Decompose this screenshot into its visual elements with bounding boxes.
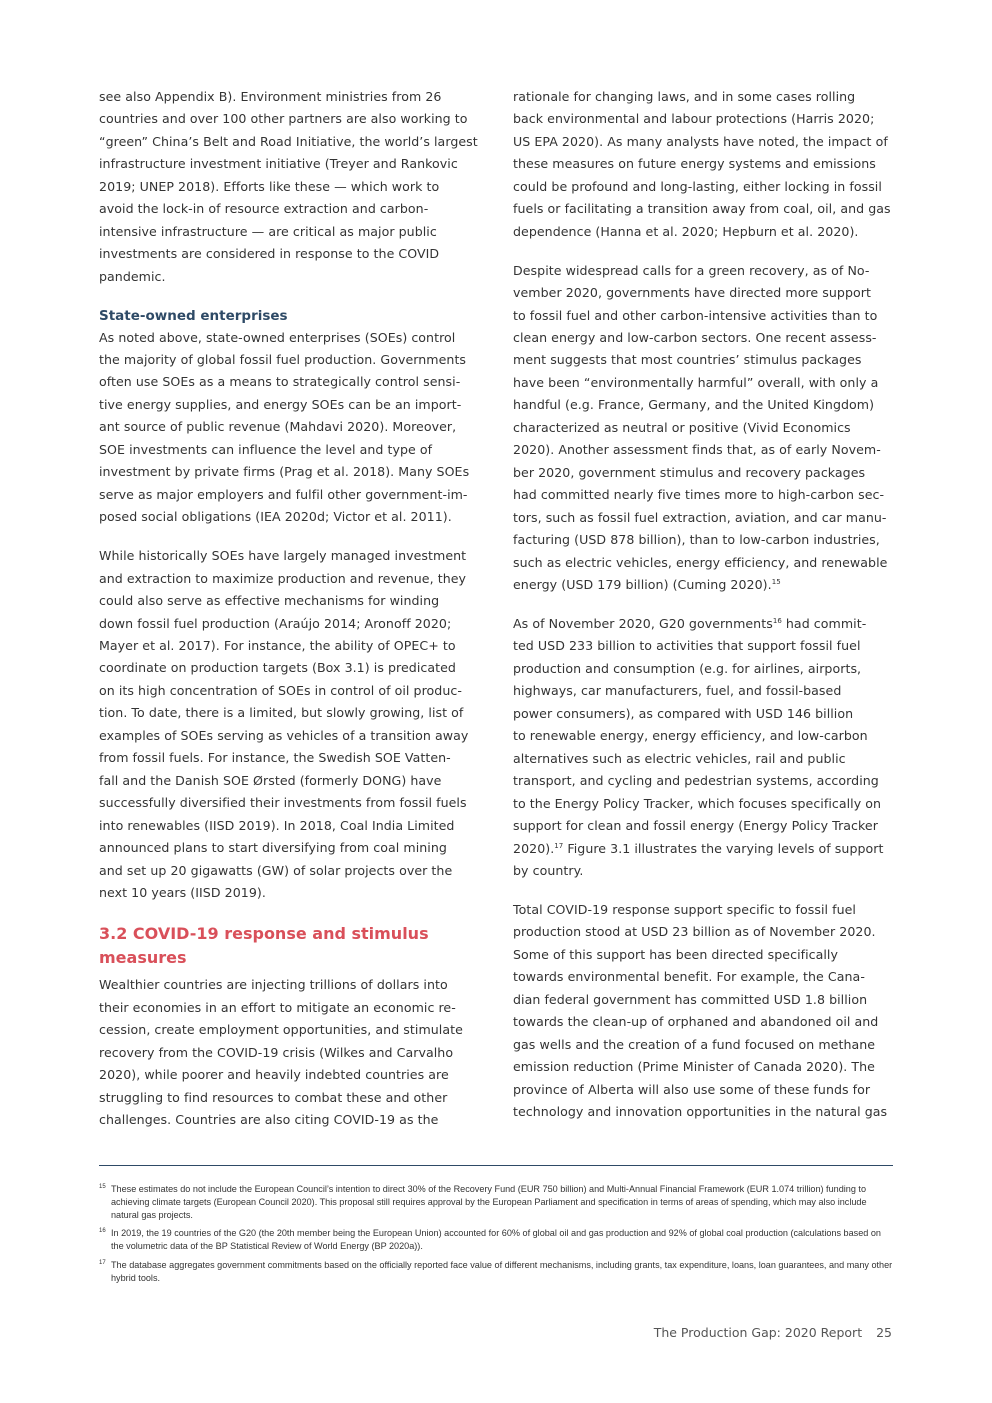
text: technology and innovation opportunities in the natural gas <box>513 1103 888 1119</box>
text: infrastructure investment initiative (Treyer and Rankovic <box>99 156 458 172</box>
text-line <box>513 1101 898 1123</box>
text-line <box>513 260 898 282</box>
text: rationale for changing laws, and in some cases rolling <box>513 89 856 104</box>
paragraph <box>513 260 898 597</box>
line <box>513 613 898 635</box>
text-line <box>513 703 898 725</box>
text-line <box>513 552 898 574</box>
text-line <box>99 371 484 393</box>
text-line <box>513 989 898 1011</box>
report-title: The Production Gap: 2020 Report <box>653 1325 863 1340</box>
text-line <box>99 198 484 220</box>
text: the majority of global fossil fuel production. Governments <box>99 352 467 368</box>
footnote-number: 16 <box>99 1228 106 1235</box>
paragraph <box>99 86 484 288</box>
text-line <box>99 1087 484 1109</box>
text: alternatives such as electric vehicles, rail and public <box>513 750 846 766</box>
text-line <box>513 921 898 943</box>
paragraph <box>99 545 484 904</box>
text: next 10 years (IISD 2019). <box>99 884 266 900</box>
text-line <box>513 635 898 657</box>
text-line <box>513 221 898 243</box>
right-column <box>513 86 898 1140</box>
text-line <box>99 327 484 349</box>
text: posed social obligations (IEA 2020d; Victor et al. 2011). <box>99 509 452 525</box>
text-line <box>99 770 484 792</box>
text-line <box>99 635 484 657</box>
text-line <box>513 725 898 747</box>
text: 2020). Another assessment finds that, as of early Novem- <box>513 442 881 458</box>
text: characterized as neutral or positive (Vivid Economics <box>513 419 851 435</box>
footnote-number: 15 <box>99 1184 106 1190</box>
paragraph <box>513 86 898 243</box>
text: on its high concentration of SOEs in control of oil produc- <box>99 682 462 698</box>
text: province of Alberta will also use some of these funds for <box>513 1081 871 1097</box>
text: had commit- <box>781 615 867 631</box>
text: back environmental and labour protections (Harris 2020; <box>513 111 875 127</box>
text-line <box>99 974 484 996</box>
footnote-divider <box>99 1165 893 1166</box>
text-line <box>513 1011 898 1033</box>
text-line <box>513 372 898 394</box>
text: investment by private firms (Prag et al. 2018). Many SOEs <box>99 464 470 480</box>
text: Despite widespread calls for a green recovery, as of No- <box>513 262 870 278</box>
text: handful (e.g. France, Germany, and the United Kingdom) <box>513 397 875 413</box>
text: could be profound and long-lasting, either locking in fossil <box>513 178 882 194</box>
text: investments are considered in response to the COVID <box>99 246 440 262</box>
footnote-text: In 2019, the 19 countries of the G20 (the 20th member being the European Union) accounted for 60% of global oil and gas production and 92% of global coal production (calculations based on the volumetric data of the BP Statistical Review of World Energy (BP 2020a)). <box>111 1228 881 1252</box>
text: intensive infrastructure — are critical as major public <box>99 223 437 239</box>
text-line <box>99 590 484 612</box>
text: power consumers), as compared with USD 146 billion <box>513 705 854 721</box>
footnote-ref[interactable]: 15 <box>771 577 781 586</box>
text: to renewable energy, energy efficiency, and low-carbon <box>513 728 868 744</box>
text: often use SOEs as a means to strategically control sensi- <box>99 374 461 390</box>
text-line <box>513 507 898 529</box>
paragraph <box>99 974 484 1131</box>
text: highways, car manufacturers, fuel, and fossil-based <box>513 683 842 699</box>
text: 2020). <box>513 840 555 856</box>
text-line <box>513 1056 898 1078</box>
text: and set up 20 gigawatts (GW) of solar projects over the <box>99 862 453 878</box>
footnotes <box>99 1183 893 1291</box>
text: transport, and cycling and pedestrian systems, according <box>513 773 879 789</box>
footnote <box>99 1227 893 1253</box>
text: ant source of public revenue (Mahdavi 2020). Moreover, <box>99 419 457 435</box>
text-line <box>99 86 484 108</box>
text-line <box>513 966 898 988</box>
text: coordinate on production targets (Box 3.1) is predicated <box>99 660 456 676</box>
text-line <box>513 748 898 770</box>
text-line <box>99 1109 484 1131</box>
text-line <box>99 837 484 859</box>
text-line <box>99 997 484 1019</box>
text-line <box>513 484 898 506</box>
text: gas wells and the creation of a fund focused on methane <box>513 1036 876 1052</box>
text: from fossil fuels. For instance, the Swedish SOE Vatten- <box>99 750 451 766</box>
text-line <box>513 153 898 175</box>
text-line <box>513 680 898 702</box>
text-line <box>99 680 484 702</box>
footnote-number: 17 <box>99 1259 106 1266</box>
text-line <box>513 349 898 371</box>
text-line <box>99 882 484 904</box>
text-line <box>99 153 484 175</box>
text: tion. To date, there is a limited, but slowly growing, list of <box>99 705 464 721</box>
text-line <box>513 770 898 792</box>
text: ment suggests that most countries’ stimulus packages <box>513 352 862 368</box>
footnote-ref[interactable]: 17 <box>554 841 564 850</box>
line: by country. <box>513 862 584 878</box>
text-line <box>99 1019 484 1041</box>
text: ted USD 233 billion to activities that support fossil fuel <box>513 638 861 654</box>
text-line <box>99 221 484 243</box>
text: production stood at USD 23 billion as of November 2020. <box>513 924 876 940</box>
footnote <box>99 1183 893 1221</box>
text: fuels or facilitating a transition away from coal, oil, and gas <box>513 201 891 217</box>
text: see also Appendix B). Environment ministries from 26 <box>99 89 442 104</box>
text-line <box>99 461 484 483</box>
text: avoid the lock-in of resource extraction and carbon- <box>99 201 429 217</box>
paragraph-lines <box>513 635 898 837</box>
text-line <box>513 198 898 220</box>
section-heading: 3.2 COVID-19 response and stimulus measures <box>99 924 429 968</box>
text-line <box>99 108 484 130</box>
footnote-ref[interactable]: 16 <box>772 616 782 625</box>
text: Some of this support has been directed specifically <box>513 946 838 962</box>
text: and extraction to maximize production and revenue, they <box>99 570 467 586</box>
text: these measures on future energy systems and emissions <box>513 156 876 172</box>
text-line <box>513 439 898 461</box>
left-column <box>99 86 484 1148</box>
text-line <box>99 702 484 724</box>
text: examples of SOEs serving as vehicles of a transition away <box>99 727 469 743</box>
text: successfully diversified their investments from fossil fuels <box>99 795 467 811</box>
text: emission reduction (Prime Minister of Canada 2020). The <box>513 1059 875 1075</box>
text-line <box>99 439 484 461</box>
text: While historically SOEs have largely managed investment <box>99 548 467 564</box>
paragraph <box>513 613 898 882</box>
footnote-text: These estimates do not include the European Council’s intention to direct 30% of the Recovery Fund (EUR 750 billion) and Multi-Annual Financial Framework (EUR 1.074 trillion) funding to achieving climate targets (European Council 2020). This proposal still requires approval by the European Parliament and specification in terms of areas of spending, which may also include natural gas projects. <box>111 1184 867 1220</box>
text: cession, create employment opportunities, and stimulate <box>99 1022 463 1038</box>
text: facturing (USD 878 billion), than to low-carbon industries, <box>513 532 880 548</box>
text: announced plans to start diversifying from coal mining <box>99 840 447 856</box>
text-line <box>99 131 484 153</box>
footnote <box>99 1259 893 1285</box>
text-line <box>99 747 484 769</box>
text-line <box>99 545 484 567</box>
text-line <box>513 131 898 153</box>
text: to fossil fuel and other carbon-intensive activities than to <box>513 307 878 323</box>
text: dependence (Hanna et al. 2020; Hepburn et al. 2020). <box>513 223 859 239</box>
text-line <box>513 282 898 304</box>
text-line <box>513 815 898 837</box>
text-line <box>99 815 484 837</box>
text: challenges. Countries are also citing COVID-19 as the <box>99 1112 439 1128</box>
text-line <box>513 793 898 815</box>
text: their economies in an effort to mitigate an economic re- <box>99 999 456 1015</box>
text: As of November 2020, G20 governments <box>513 615 773 631</box>
text-line <box>99 394 484 416</box>
text-line <box>99 484 484 506</box>
text: down fossil fuel production (Araújo 2014; Aronoff 2020; <box>99 615 452 631</box>
text-line <box>99 792 484 814</box>
text: have been “environmentally harmful” overall, with only a <box>513 374 879 390</box>
text-line <box>513 1079 898 1101</box>
text-line <box>513 529 898 551</box>
text: support for clean and fossil energy (Energy Policy Tracker <box>513 818 878 834</box>
text-line <box>99 1042 484 1064</box>
text: such as electric vehicles, energy efficiency, and renewable <box>513 554 888 570</box>
paragraph <box>513 899 898 1124</box>
text: towards the clean-up of orphaned and abandoned oil and <box>513 1014 879 1030</box>
text-line <box>99 506 484 528</box>
text: production and consumption (e.g. for airlines, airports, <box>513 660 862 676</box>
text: to the Energy Policy Tracker, which focuses specifically on <box>513 795 882 811</box>
text-line <box>513 899 898 921</box>
text-line <box>99 613 484 635</box>
text-line <box>513 462 898 484</box>
text: ber 2020, government stimulus and recovery packages <box>513 464 866 480</box>
paragraph <box>99 327 484 529</box>
text: serve as major employers and fulfil other government-im- <box>99 486 468 502</box>
page-number: 25 <box>876 1325 892 1340</box>
text-line <box>513 176 898 198</box>
text: dian federal government has committed USD 1.8 billion <box>513 991 868 1007</box>
text-line <box>513 86 898 108</box>
text-line <box>513 327 898 349</box>
text: countries and over 100 other partners are also working to <box>99 111 468 127</box>
text: 2020), while poorer and heavily indebted countries are <box>99 1067 449 1083</box>
text-line <box>99 243 484 265</box>
text: could also serve as effective mechanisms for winding <box>99 593 440 609</box>
text: into renewables (IISD 2019). In 2018, Coal India Limited <box>99 817 455 833</box>
text-line <box>513 1034 898 1056</box>
text-line <box>513 658 898 680</box>
text-line <box>513 305 898 327</box>
text: fall and the Danish SOE Ørsted (formerly DONG) have <box>99 772 442 788</box>
text: energy (USD 179 billion) (Cuming 2020). <box>513 577 772 593</box>
text-line <box>513 108 898 130</box>
text: US EPA 2020). As many analysts have noted, the impact of <box>513 133 888 149</box>
footnote-text: The database aggregates government commitments based on the officially reported face value of different mechanisms, including grants, tax expenditure, loans, loan guarantees, and many other hybrid tools. <box>111 1259 893 1283</box>
text-line <box>99 1064 484 1086</box>
text: Total COVID-19 response support specific to fossil fuel <box>513 901 856 917</box>
text: recovery from the COVID-19 crisis (Wilkes and Carvalho <box>99 1044 454 1060</box>
text-line <box>513 944 898 966</box>
text: tive energy supplies, and energy SOEs can be an import- <box>99 396 462 412</box>
text-line <box>99 657 484 679</box>
text-line <box>99 266 484 288</box>
text: clean energy and low-carbon sectors. One recent assess- <box>513 330 877 346</box>
text-line <box>99 176 484 198</box>
text-line <box>513 417 898 439</box>
text-line <box>513 574 898 596</box>
text: SOE investments can influence the level and type of <box>99 441 433 457</box>
text: tors, such as fossil fuel extraction, aviation, and car manu- <box>513 509 887 525</box>
page-footer <box>640 1325 892 1340</box>
text: “green” China’s Belt and Road Initiative, the world’s largest <box>99 133 478 149</box>
text: pandemic. <box>99 268 166 284</box>
text: struggling to find resources to combat these and other <box>99 1089 448 1105</box>
subheading-state-owned-enterprises: State-owned enterprises <box>99 307 288 324</box>
text-line <box>99 568 484 590</box>
text: As noted above, state-owned enterprises (SOEs) control <box>99 329 456 345</box>
text-line <box>99 725 484 747</box>
text: towards environmental benefit. For example, the Cana- <box>513 969 865 985</box>
text: 2019; UNEP 2018). Efforts like these — which work to <box>99 178 440 194</box>
text-line <box>99 349 484 371</box>
text-line <box>99 416 484 438</box>
text-line <box>99 860 484 882</box>
text: Figure 3.1 illustrates the varying levels of support <box>563 840 884 856</box>
text-line <box>513 394 898 416</box>
text: vember 2020, governments have directed more support <box>513 285 871 301</box>
text: Wealthier countries are injecting trillions of dollars into <box>99 977 448 993</box>
text: had committed nearly five times more to high-carbon sec- <box>513 487 885 503</box>
text: Mayer et al. 2017). For instance, the ability of OPEC+ to <box>99 637 456 653</box>
line <box>513 838 898 860</box>
